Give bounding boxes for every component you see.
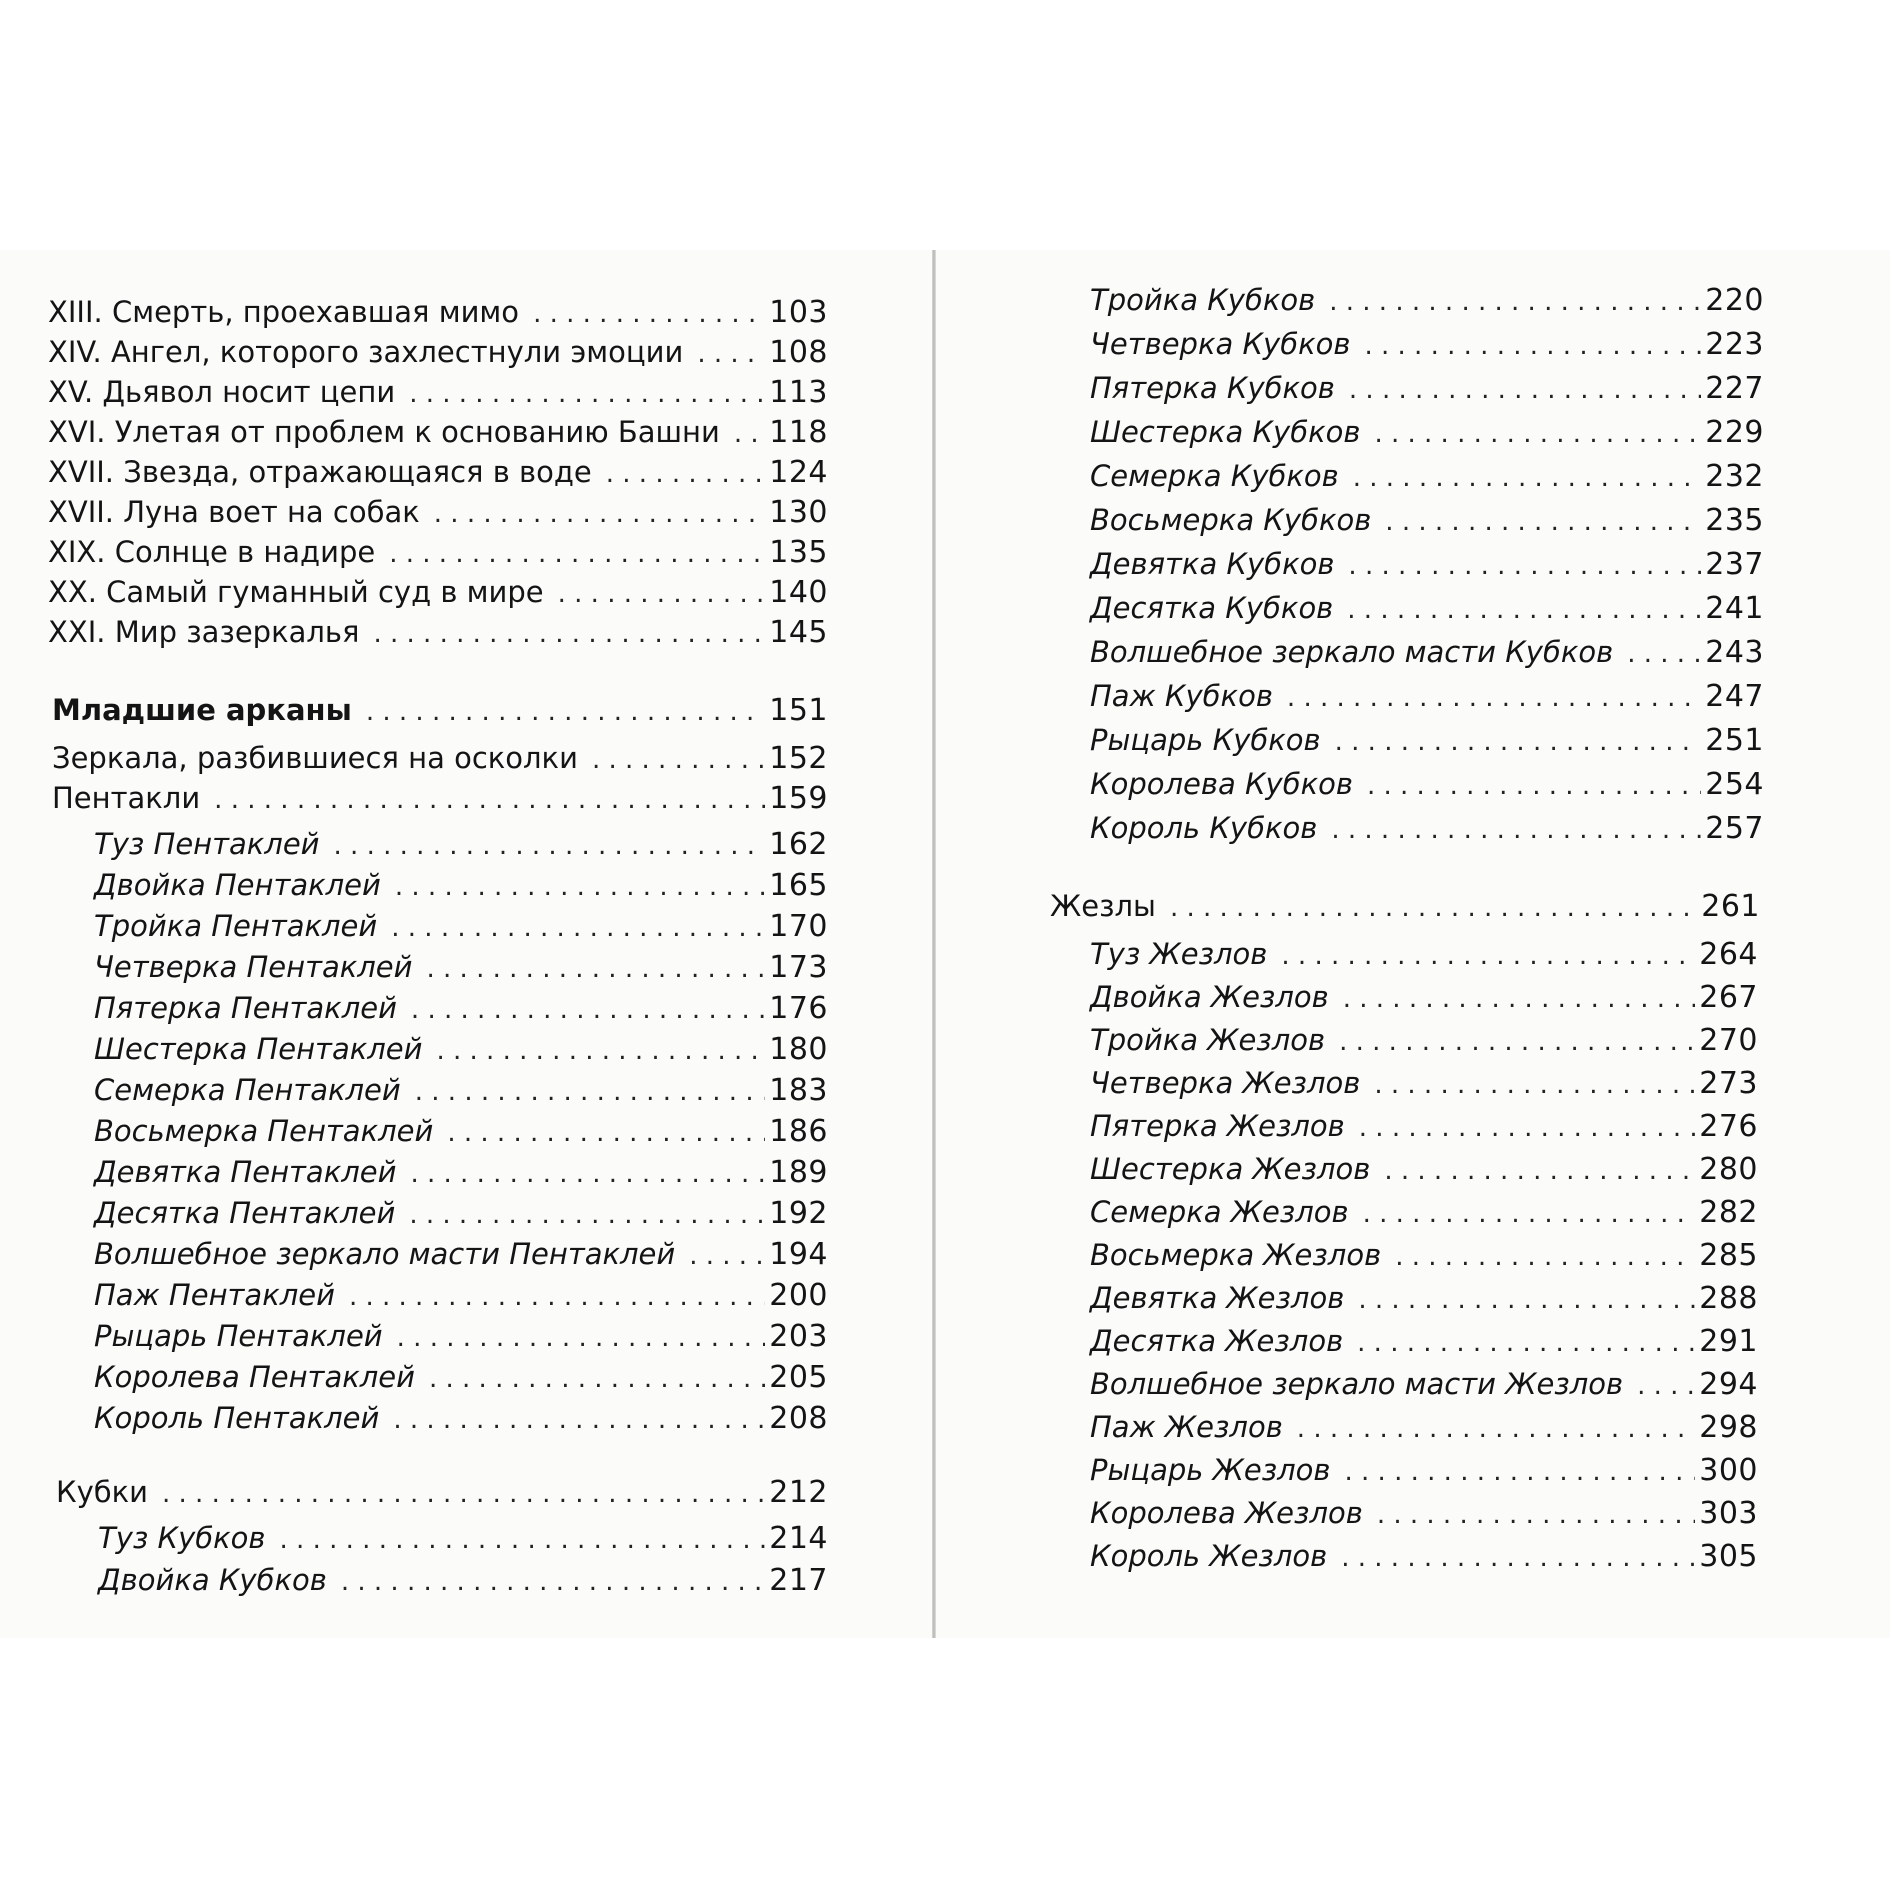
entry-page: 212 — [769, 1475, 828, 1510]
suit-heading — [1050, 886, 1760, 926]
entry-page: 294 — [1699, 1367, 1758, 1402]
entry-page: 140 — [769, 575, 828, 610]
toc-entry — [48, 532, 828, 572]
toc-entry — [1090, 1149, 1758, 1189]
section-heading — [52, 690, 828, 730]
toc-entry — [1090, 1106, 1758, 1146]
entry-page: 217 — [769, 1563, 828, 1598]
dot-leader — [334, 824, 766, 858]
toc-entry — [94, 824, 828, 864]
toc-entry — [98, 1518, 828, 1558]
dot-leader — [397, 1316, 766, 1350]
entry-title: Четверка Кубков — [1090, 327, 1351, 361]
entry-title: Тройка Кубков — [1090, 283, 1316, 317]
entry-page: 113 — [769, 375, 828, 410]
entry-page: 192 — [769, 1196, 828, 1231]
dot-leader — [1347, 588, 1701, 622]
entry-title: Восьмерка Жезлов — [1090, 1238, 1382, 1272]
toc-entry — [1090, 1364, 1758, 1404]
entry-page: 152 — [769, 741, 828, 776]
entry-title: Туз Пентаклей — [94, 827, 320, 861]
entry-title: XIX. Солнце в надире — [48, 535, 376, 569]
toc-entry — [48, 612, 828, 652]
toc-entry — [94, 1029, 828, 1069]
entry-page: 251 — [1705, 723, 1764, 758]
dot-leader — [1341, 1536, 1695, 1570]
dot-leader — [1374, 412, 1701, 446]
toc-entry — [1090, 764, 1764, 804]
dot-leader — [1395, 1235, 1695, 1269]
dot-leader — [1170, 886, 1697, 920]
dot-leader — [1353, 456, 1702, 490]
entry-title: Волшебное зеркало масти Кубков — [1090, 635, 1614, 669]
entry-title: Тройка Жезлов — [1090, 1023, 1326, 1057]
toc-entry — [1090, 1493, 1758, 1533]
entry-title: Пентакли — [52, 781, 201, 815]
dot-leader — [1627, 632, 1701, 666]
entry-page: 303 — [1699, 1496, 1758, 1531]
entry-title: Паж Жезлов — [1090, 1410, 1283, 1444]
entry-page: 170 — [769, 909, 828, 944]
toc-entry — [1090, 456, 1764, 496]
dot-leader — [1348, 544, 1701, 578]
entry-title: Королева Пентаклей — [94, 1360, 415, 1394]
toc-entry — [1090, 1020, 1758, 1060]
dot-leader — [1339, 1020, 1695, 1054]
entry-title: Жезлы — [1050, 889, 1156, 923]
entry-page: 264 — [1699, 937, 1758, 972]
toc-entry — [1090, 1536, 1758, 1576]
toc-entry — [94, 1234, 828, 1274]
left-page — [0, 250, 934, 1638]
entry-title: Зеркала, разбившиеся на осколки — [52, 741, 578, 775]
suit-heading — [52, 778, 828, 818]
entry-page: 162 — [769, 827, 828, 862]
toc-entry — [94, 947, 828, 987]
entry-title: Семерка Кубков — [1090, 459, 1339, 493]
entry-title: Паж Кубков — [1090, 679, 1273, 713]
entry-page: 243 — [1705, 635, 1764, 670]
dot-leader — [1384, 1149, 1695, 1183]
dot-leader — [341, 1560, 765, 1594]
toc-entry — [1090, 588, 1764, 628]
entry-title: Десятка Кубков — [1090, 591, 1334, 625]
entry-page: 267 — [1699, 980, 1758, 1015]
entry-page: 291 — [1699, 1324, 1758, 1359]
dot-leader — [533, 292, 765, 326]
dot-leader — [409, 1193, 765, 1227]
dot-leader — [389, 532, 765, 566]
entry-page: 261 — [1701, 889, 1760, 924]
toc-entry — [94, 1070, 828, 1110]
entry-page: 220 — [1705, 283, 1764, 318]
toc-entry — [1090, 324, 1764, 364]
entry-title: Король Пентаклей — [94, 1401, 380, 1435]
entry-page: 203 — [769, 1319, 828, 1354]
entry-page: 180 — [769, 1032, 828, 1067]
entry-page: 305 — [1699, 1539, 1758, 1574]
entry-page: 214 — [769, 1521, 828, 1556]
toc-entry — [1090, 808, 1764, 848]
entry-page: 235 — [1705, 503, 1764, 538]
dot-leader — [1349, 368, 1701, 402]
entry-page: 241 — [1705, 591, 1764, 626]
dot-leader — [391, 906, 765, 940]
dot-leader — [1281, 934, 1695, 968]
toc-entry — [48, 492, 828, 532]
entry-page: 208 — [769, 1401, 828, 1436]
dot-leader — [1297, 1407, 1695, 1441]
entry-title: Семерка Пентаклей — [94, 1073, 401, 1107]
dot-leader — [689, 1234, 765, 1268]
toc-entry — [1090, 1063, 1758, 1103]
entry-title: Тройка Пентаклей — [94, 909, 378, 943]
toc-entry — [52, 738, 828, 778]
entry-page: 280 — [1699, 1152, 1758, 1187]
dot-leader — [214, 778, 765, 812]
entry-title: Двойка Кубков — [98, 1563, 327, 1597]
toc-entry — [1090, 368, 1764, 408]
entry-title: Рыцарь Пентаклей — [94, 1319, 383, 1353]
dot-leader — [1367, 764, 1701, 798]
dot-leader — [1335, 720, 1702, 754]
suit-heading — [56, 1472, 828, 1512]
dot-leader — [426, 947, 765, 981]
dot-leader — [697, 332, 765, 366]
entry-title: Девятка Кубков — [1090, 547, 1335, 581]
entry-title: Пятерка Пентаклей — [94, 991, 397, 1025]
entry-title: Двойка Жезлов — [1090, 980, 1329, 1014]
entry-title: Шестерка Кубков — [1090, 415, 1361, 449]
toc-entry — [94, 1111, 828, 1151]
entry-title: Рыцарь Кубков — [1090, 723, 1321, 757]
entry-page: 300 — [1699, 1453, 1758, 1488]
entry-page: 151 — [769, 693, 828, 728]
dot-leader — [411, 988, 765, 1022]
entry-title: XIV. Ангел, которого захлестнули эмоции — [48, 335, 684, 369]
dot-leader — [415, 1070, 765, 1104]
entry-title: Рыцарь Жезлов — [1090, 1453, 1331, 1487]
entry-page: 273 — [1699, 1066, 1758, 1101]
entry-title: XV. Дьявол носит цепи — [48, 375, 396, 409]
entry-page: 124 — [769, 455, 828, 490]
toc-entry — [1090, 1407, 1758, 1447]
dot-leader — [606, 452, 765, 486]
dot-leader — [558, 572, 766, 606]
entry-page: 282 — [1699, 1195, 1758, 1230]
entry-title: Шестерка Пентаклей — [94, 1032, 423, 1066]
entry-page: 237 — [1705, 547, 1764, 582]
entry-page: 254 — [1705, 767, 1764, 802]
toc-entry — [48, 572, 828, 612]
entry-title: Туз Жезлов — [1090, 937, 1268, 971]
entry-title: Четверка Жезлов — [1090, 1066, 1361, 1100]
entry-title: Четверка Пентаклей — [94, 950, 413, 984]
dot-leader — [1287, 676, 1701, 710]
toc-entry — [1090, 412, 1764, 452]
toc-entry — [1090, 934, 1758, 974]
entry-title: Туз Кубков — [98, 1521, 266, 1555]
toc-entry — [1090, 977, 1758, 1017]
dot-leader — [1343, 977, 1696, 1011]
entry-page: 257 — [1705, 811, 1764, 846]
dot-leader — [1331, 808, 1701, 842]
dot-leader — [434, 492, 765, 526]
dot-leader — [592, 738, 765, 772]
toc-entry — [1090, 632, 1764, 672]
entry-page: 247 — [1705, 679, 1764, 714]
toc-entry — [94, 1152, 828, 1192]
entry-page: 145 — [769, 615, 828, 650]
entry-title: Пятерка Кубков — [1090, 371, 1335, 405]
entry-page: 108 — [769, 335, 828, 370]
toc-entry — [98, 1560, 828, 1600]
entry-page: 186 — [769, 1114, 828, 1149]
toc-entry — [94, 1316, 828, 1356]
toc-entry — [1090, 1321, 1758, 1361]
dot-leader — [1364, 324, 1701, 358]
entry-title: Пятерка Жезлов — [1090, 1109, 1345, 1143]
toc-entry — [1090, 1235, 1758, 1275]
toc-entry — [1090, 1450, 1758, 1490]
toc-entry — [48, 332, 828, 372]
toc-entry — [94, 1398, 828, 1438]
entry-page: 165 — [769, 868, 828, 903]
entry-title: Двойка Пентаклей — [94, 868, 381, 902]
entry-page: 118 — [769, 415, 828, 450]
dot-leader — [734, 412, 765, 446]
dot-leader — [409, 372, 765, 406]
entry-page: 159 — [769, 781, 828, 816]
entry-title: XVII. Луна воет на собак — [48, 495, 420, 529]
entry-page: 232 — [1705, 459, 1764, 494]
entry-title: Десятка Жезлов — [1090, 1324, 1344, 1358]
dot-leader — [410, 1152, 765, 1186]
dot-leader — [1377, 1493, 1695, 1527]
dot-leader — [373, 612, 765, 646]
dot-leader — [1363, 1192, 1696, 1226]
entry-page: 194 — [769, 1237, 828, 1272]
dot-leader — [1385, 500, 1701, 534]
entry-page: 227 — [1705, 371, 1764, 406]
entry-page: 285 — [1699, 1238, 1758, 1273]
entry-title: Королева Кубков — [1090, 767, 1353, 801]
entry-title: Волшебное зеркало масти Жезлов — [1090, 1367, 1624, 1401]
entry-title: Король Кубков — [1090, 811, 1318, 845]
entry-title: Шестерка Жезлов — [1090, 1152, 1371, 1186]
dot-leader — [1357, 1321, 1695, 1355]
entry-title: XVI. Улетая от проблем к основанию Башни — [48, 415, 720, 449]
entry-title: XVII. Звезда, отражающаяся в воде — [48, 455, 592, 489]
dot-leader — [280, 1518, 766, 1552]
dot-leader — [1374, 1063, 1695, 1097]
entry-title: Младшие арканы — [52, 693, 352, 727]
entry-page: 103 — [769, 295, 828, 330]
entry-title: Десятка Пентаклей — [94, 1196, 396, 1230]
entry-page: 183 — [769, 1073, 828, 1108]
toc-entry — [1090, 676, 1764, 716]
entry-title: Король Жезлов — [1090, 1539, 1328, 1573]
entry-title: Восьмерка Кубков — [1090, 503, 1372, 537]
open-book — [0, 250, 1890, 1638]
toc-entry — [94, 1193, 828, 1233]
entry-title: XX. Самый гуманный суд в мире — [48, 575, 544, 609]
entry-page: 135 — [769, 535, 828, 570]
dot-leader — [1329, 280, 1701, 314]
toc-entry — [1090, 544, 1764, 584]
toc-entry — [94, 906, 828, 946]
toc-entry — [94, 1275, 828, 1315]
toc-entry — [94, 988, 828, 1028]
entry-title: Волшебное зеркало масти Пентаклей — [94, 1237, 676, 1271]
entry-page: 229 — [1705, 415, 1764, 450]
entry-page: 276 — [1699, 1109, 1758, 1144]
toc-entry — [1090, 1192, 1758, 1232]
entry-title: Семерка Жезлов — [1090, 1195, 1349, 1229]
toc-entry — [94, 865, 828, 905]
entry-title: Восьмерка Пентаклей — [94, 1114, 434, 1148]
entry-page: 298 — [1699, 1410, 1758, 1445]
right-page — [936, 250, 1890, 1638]
toc-entry — [48, 412, 828, 452]
dot-leader — [429, 1357, 765, 1391]
dot-leader — [436, 1029, 765, 1063]
toc-entry — [1090, 720, 1764, 760]
toc-entry — [1090, 280, 1764, 320]
dot-leader — [1344, 1450, 1695, 1484]
entry-page: 189 — [769, 1155, 828, 1190]
entry-page: 130 — [769, 495, 828, 530]
dot-leader — [395, 865, 765, 899]
entry-page: 223 — [1705, 327, 1764, 362]
toc-entry — [48, 452, 828, 492]
dot-leader — [447, 1111, 765, 1145]
dot-leader — [162, 1472, 765, 1506]
entry-page: 173 — [769, 950, 828, 985]
toc-entry — [48, 372, 828, 412]
entry-title: Королева Жезлов — [1090, 1496, 1363, 1530]
dot-leader — [1358, 1278, 1695, 1312]
entry-title: Девятка Пентаклей — [94, 1155, 397, 1189]
dot-leader — [393, 1398, 765, 1432]
entry-page: 200 — [769, 1278, 828, 1313]
toc-entry — [94, 1357, 828, 1397]
toc-entry — [48, 292, 828, 332]
toc-entry — [1090, 500, 1764, 540]
entry-page: 270 — [1699, 1023, 1758, 1058]
dot-leader — [349, 1275, 765, 1309]
toc-entry — [1090, 1278, 1758, 1318]
dot-leader — [1637, 1364, 1695, 1398]
entry-title: Паж Пентаклей — [94, 1278, 335, 1312]
entry-title: XXI. Мир зазеркалья — [48, 615, 360, 649]
dot-leader — [366, 690, 765, 724]
entry-page: 205 — [769, 1360, 828, 1395]
entry-title: Кубки — [56, 1475, 148, 1509]
entry-page: 176 — [769, 991, 828, 1026]
entry-title: XIII. Смерть, проехавшая мимо — [48, 295, 520, 329]
entry-title: Девятка Жезлов — [1090, 1281, 1345, 1315]
dot-leader — [1359, 1106, 1695, 1140]
entry-page: 288 — [1699, 1281, 1758, 1316]
